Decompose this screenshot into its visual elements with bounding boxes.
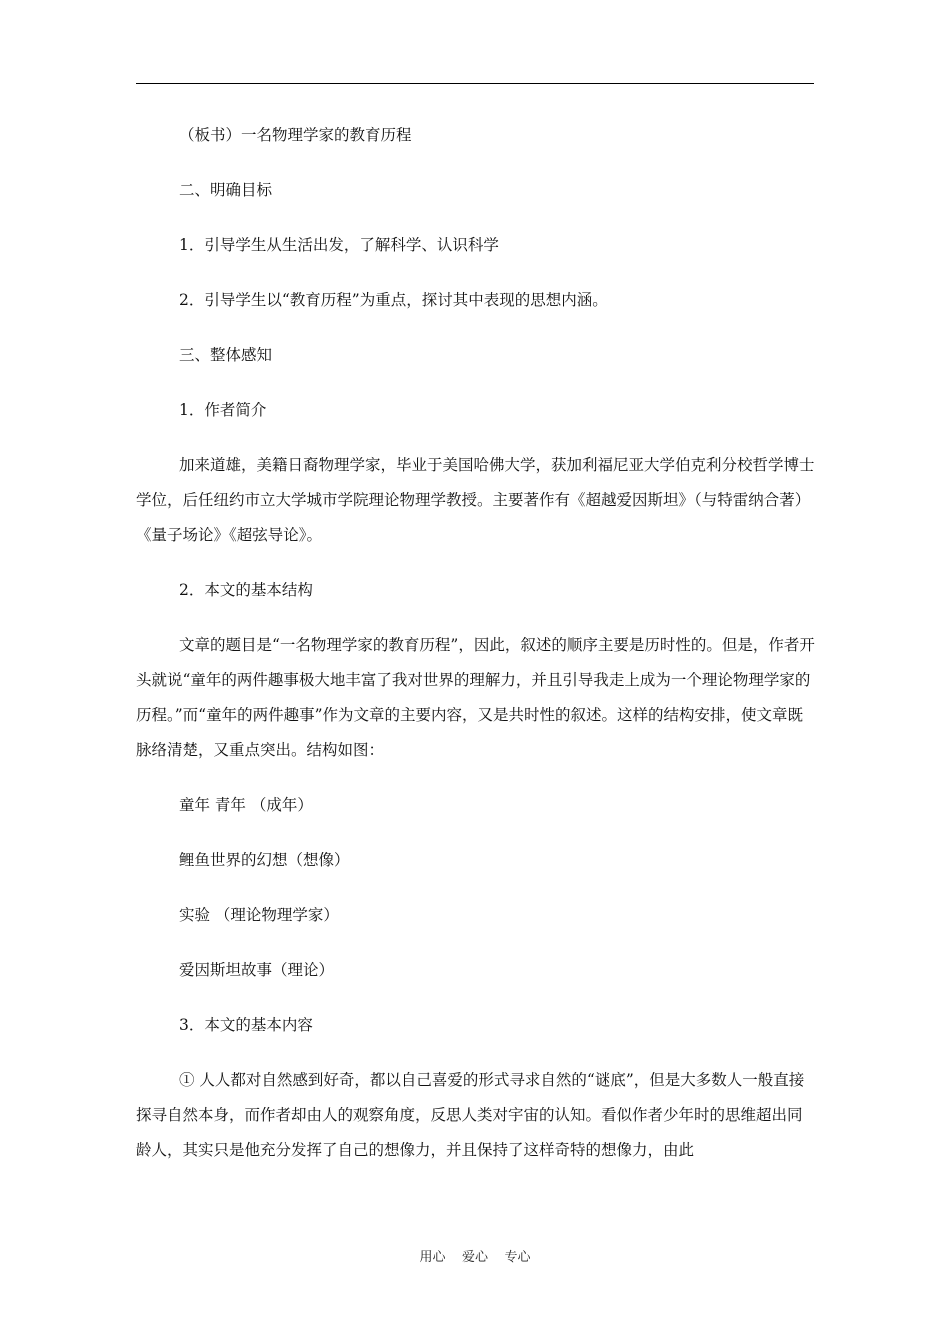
subheading-structure: 2．本文的基本结构 [179,581,313,599]
structure-paragraph: 文章的题目是“一名物理学家的教育历程”，因此，叙述的顺序主要是历时性的。但是，作者开头就说“童年的两件趣事极大地丰富了我对世界的理解力，并且引导我走上成为一个理论物理学家的历程。”而“童年的两件趣事”作为文章的主要内容，又是共时性的叙述。这样的结构安排，使文章既脉络清楚，又重点突出。结构如图： [136,636,815,759]
section-heading-goals: 二、明确目标 [179,181,273,199]
structure-item: 爱因斯坦故事（理论） [179,961,335,979]
structure-item: 鲤鱼世界的幻想（想像） [179,851,350,869]
subheading-author-intro: 1．作者简介 [179,401,267,419]
content-paragraph: ① 人人都对自然感到好奇，都以自己喜爱的形式寻求自然的“谜底”，但是大多数人一般直接探寻自然本身，而作者却由人的观察角度，反思人类对宇宙的认知。看似作者少年时的思维超出同龄人，其实只是他充分发挥了自己的想像力，并且保持了这样奇特的想像力，由此 [136,1071,805,1159]
board-title: （板书）一名物理学家的教育历程 [179,126,412,144]
structure-item: 实验 （理论物理学家） [179,906,339,924]
section-heading-overview: 三、整体感知 [179,346,273,364]
structure-item: 童年 青年 （成年） [179,796,313,814]
author-intro-paragraph: 加来道雄，美籍日裔物理学家，毕业于美国哈佛大学，获加利福尼亚大学伯克利分校哲学博士学位，后任纽约市立大学城市学院理论物理学教授。主要著作有《超越爱因斯坦》（与特雷纳合著）《量子场论》《超弦导论》。 [136,456,815,544]
document-body [136,118,816,1188]
goal-item-2: 2．引导学生以“教育历程”为重点，探讨其中表现的思想内涵。 [179,291,608,309]
header-rule [136,83,814,84]
goal-item-1: 1．引导学生从生活出发，了解科学、认识科学 [179,236,499,254]
page-footer: 用心 爱心 专心 [419,1250,531,1265]
subheading-content: 3．本文的基本内容 [179,1016,313,1034]
